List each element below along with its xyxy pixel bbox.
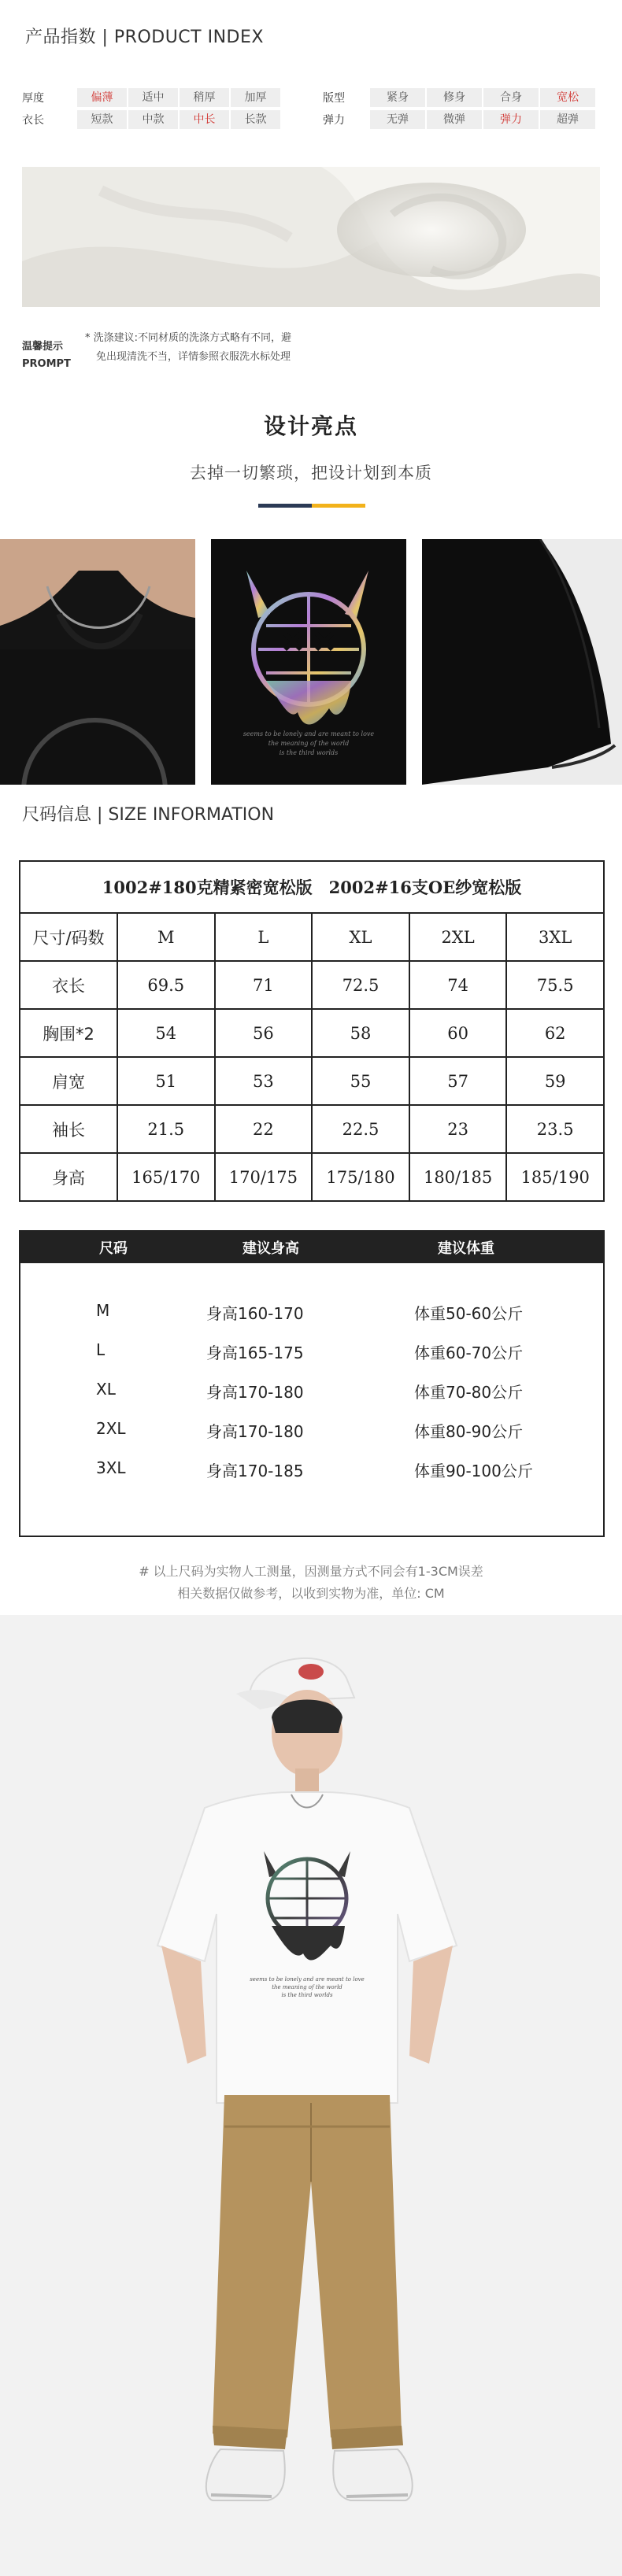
table-cell: 23	[409, 1105, 507, 1153]
print-text-line: seems to be lonely and are meant to love	[243, 730, 375, 737]
header-size: 尺码	[99, 1240, 128, 1257]
print-text-line: the meaning of the world	[268, 740, 350, 747]
rec-size: M	[96, 1301, 110, 1320]
index-row-thickness	[22, 88, 280, 107]
index-option: 修身	[427, 88, 482, 107]
table-cell: 58	[312, 1009, 409, 1057]
shirt-print-text: is the third worlds	[281, 1992, 333, 1998]
rec-height: 身高170-180	[206, 1422, 304, 1441]
accent-bar-yellow	[312, 504, 365, 508]
table-row	[20, 1057, 604, 1105]
index-options	[370, 88, 595, 107]
index-option: 稍厚	[180, 88, 229, 107]
detail-photo-graphic	[211, 539, 406, 785]
index-option: 适中	[128, 88, 178, 107]
table-col-header: 3XL	[506, 913, 604, 961]
print-text-line: is the third worlds	[279, 749, 339, 756]
header-height: 建议身高	[243, 1240, 299, 1257]
index-row-fit	[323, 88, 595, 107]
measurement-note: 相关数据仅做参考，以收到实物为准，单位: CM	[177, 1586, 445, 1601]
detail-photo-neckline	[0, 539, 195, 785]
rec-weight: 体重50-60公斤	[414, 1304, 524, 1323]
table-cell: 71	[215, 961, 313, 1009]
prompt-label-cn: 温馨提示	[22, 341, 64, 353]
neckline-graphic	[0, 539, 195, 785]
table-cell: 21.5	[117, 1105, 215, 1153]
table-col-header: 尺寸/码数	[20, 913, 117, 961]
table-cell: 185/190	[506, 1153, 604, 1201]
table-cell: 57	[409, 1057, 507, 1105]
measurement-table	[19, 860, 605, 1202]
rec-size: XL	[96, 1380, 116, 1399]
table-cell: 62	[506, 1009, 604, 1057]
table-cell: 75.5	[506, 961, 604, 1009]
rec-height: 身高160-170	[206, 1304, 304, 1323]
table-cell: 180/185	[409, 1153, 507, 1201]
fabric-folds-graphic	[22, 167, 600, 307]
table-cell: 54	[117, 1009, 215, 1057]
rec-size: 2XL	[96, 1419, 126, 1438]
index-option: 短款	[77, 110, 127, 129]
index-options	[77, 110, 280, 129]
table-cell: 59	[506, 1057, 604, 1105]
rec-height: 身高170-180	[206, 1383, 304, 1402]
rec-height: 身高165-175	[206, 1343, 304, 1362]
table-cell: 165/170	[117, 1153, 215, 1201]
measurement-note: # 以上尺码为实物人工测量，因测量方式不同会有1-3CM误差	[139, 1564, 483, 1579]
prompt-text	[85, 329, 291, 367]
rec-weight: 体重90-100公斤	[414, 1462, 533, 1480]
shirt-print-text: seems to be lonely and are meant to love	[250, 1976, 365, 1983]
index-option: 中款	[128, 110, 178, 129]
table-row-label: 身高	[20, 1153, 117, 1201]
reflective-print-graphic	[211, 539, 406, 785]
header-weight: 建议体重	[438, 1240, 494, 1257]
table-cell: 170/175	[215, 1153, 313, 1201]
table-cell: 51	[117, 1057, 215, 1105]
table-cell: 23.5	[506, 1105, 604, 1153]
table-col-header: L	[215, 913, 313, 961]
prompt-line: 免出现清洗不当，详情参照衣服洗水标处理	[96, 351, 291, 363]
table-row	[20, 961, 604, 1009]
table-cell: 55	[312, 1057, 409, 1105]
table-col-header: XL	[312, 913, 409, 961]
index-option: 弹力	[483, 110, 539, 129]
table-cell: 69.5	[117, 961, 215, 1009]
index-label: 厚度	[22, 92, 44, 105]
table-cell: 53	[215, 1057, 313, 1105]
rec-weight: 体重70-80公斤	[414, 1383, 524, 1402]
table-col-header: 2XL	[409, 913, 507, 961]
model-figure-graphic	[0, 1615, 622, 2576]
accent-bar-dark	[258, 504, 312, 508]
size-info-title: 尺码信息 | SIZE INFORMATION	[22, 805, 275, 825]
table-row	[20, 1153, 604, 1201]
table-col-header: M	[117, 913, 215, 961]
table-cell: 22.5	[312, 1105, 409, 1153]
table-header-cell: 1002#180克精紧密宽松版 2002#16支OE纱宽松版	[20, 861, 604, 913]
prompt-line: * 洗涤建议:不同材质的洗涤方式略有不同，避	[85, 332, 292, 344]
table-row-label: 衣长	[20, 961, 117, 1009]
index-option: 加厚	[231, 88, 280, 107]
table-row-label: 胸围*2	[20, 1009, 117, 1057]
index-option: 宽松	[540, 88, 595, 107]
index-option: 紧身	[370, 88, 425, 107]
table-row	[20, 1009, 604, 1057]
table-cell: 72.5	[312, 961, 409, 1009]
recommendation-header	[20, 1232, 603, 1263]
table-cell: 60	[409, 1009, 507, 1057]
table-cell: 74	[409, 961, 507, 1009]
index-option: 长款	[231, 110, 280, 129]
rec-weight: 体重60-70公斤	[414, 1343, 524, 1362]
table-row	[20, 913, 604, 961]
index-label: 版型	[323, 92, 345, 105]
shirt-print-text: the meaning of the world	[272, 1984, 342, 1990]
table-header-row	[20, 861, 604, 913]
table-row-label: 袖长	[20, 1105, 117, 1153]
index-label: 弹力	[323, 114, 345, 127]
design-title: 设计亮点	[263, 413, 358, 439]
table-cell: 56	[215, 1009, 313, 1057]
index-row-elasticity	[323, 110, 595, 129]
prompt-label-en: PROMPT	[22, 358, 71, 370]
rec-height: 身高170-185	[206, 1462, 304, 1480]
model-photo	[0, 1615, 622, 2576]
index-option: 中长	[180, 110, 229, 129]
index-row-length	[22, 110, 280, 129]
index-options	[77, 88, 280, 107]
table-row	[20, 1105, 604, 1153]
fabric-texture-image	[22, 167, 600, 307]
index-option: 微弹	[427, 110, 482, 129]
index-option: 无弹	[370, 110, 425, 129]
design-subtitle: 去掉一切繁琐，把设计划到本质	[190, 464, 432, 482]
table-row-label: 肩宽	[20, 1057, 117, 1105]
size-recommendation-table	[19, 1230, 605, 1537]
index-label: 衣长	[22, 114, 44, 127]
rec-weight: 体重80-90公斤	[414, 1422, 524, 1441]
table-cell: 175/180	[312, 1153, 409, 1201]
index-option: 超弹	[540, 110, 595, 129]
rec-size: 3XL	[96, 1458, 126, 1477]
index-option: 偏薄	[77, 88, 127, 107]
prompt-label	[22, 338, 71, 373]
table-cell: 22	[215, 1105, 313, 1153]
detail-photo-sleeve	[422, 539, 622, 785]
product-index-title: 产品指数 | PRODUCT INDEX	[25, 28, 264, 47]
rec-size: L	[96, 1340, 106, 1359]
sleeve-graphic	[422, 539, 622, 785]
index-option: 合身	[483, 88, 539, 107]
index-options	[370, 110, 595, 129]
